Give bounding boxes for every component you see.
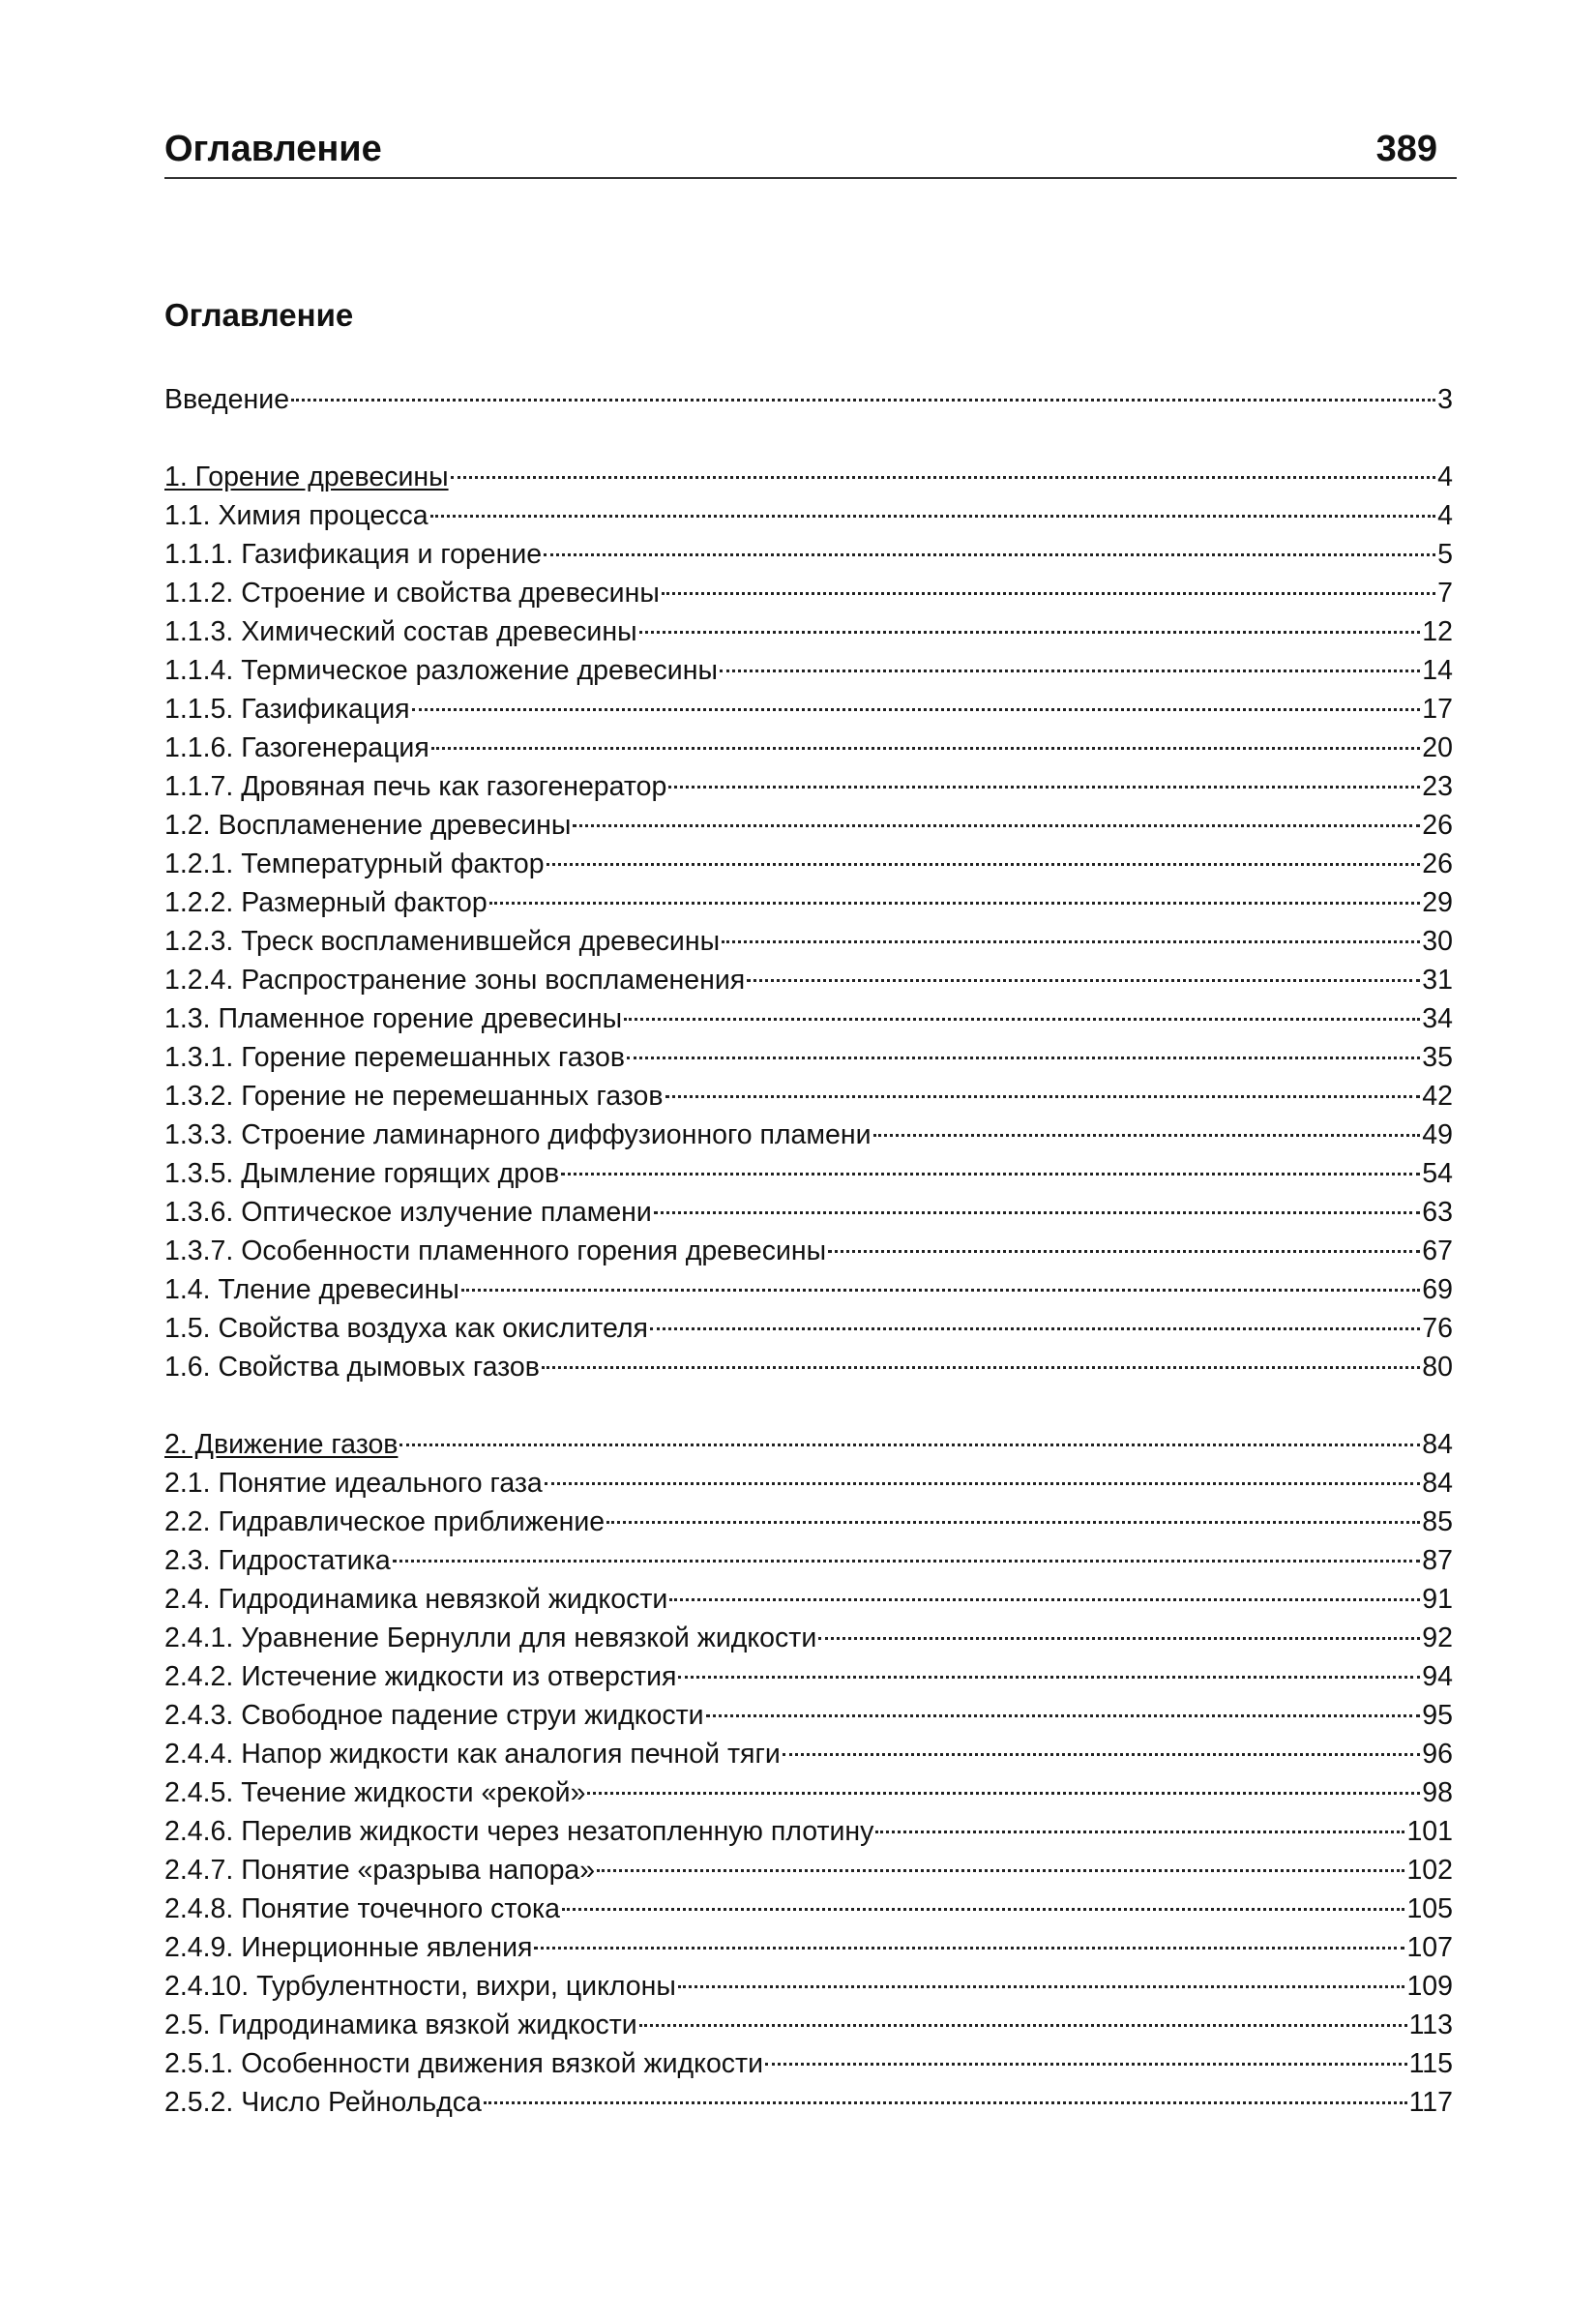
- toc-entry-title: 1.3.5. Дымление горящих дров: [164, 1158, 560, 1189]
- dot-leader: [393, 1560, 1421, 1563]
- toc-entry[interactable]: [164, 806, 1453, 845]
- toc-entry[interactable]: [164, 1735, 1453, 1773]
- toc-entry-page: 94: [1422, 1661, 1453, 1692]
- toc-entry[interactable]: [164, 1812, 1453, 1851]
- dot-leader: [606, 1521, 1420, 1524]
- toc-entry[interactable]: [164, 1851, 1453, 1890]
- toc-entry[interactable]: [164, 1154, 1453, 1193]
- dot-leader: [412, 708, 1421, 711]
- dot-leader: [783, 1753, 1421, 1756]
- toc-entry-page: 95: [1422, 1700, 1453, 1731]
- toc-entry-page: 85: [1422, 1506, 1453, 1537]
- toc-entry[interactable]: [164, 1696, 1453, 1735]
- toc-entry-page: 105: [1406, 1893, 1453, 1924]
- dot-leader: [451, 476, 1436, 479]
- dot-leader: [665, 1095, 1421, 1098]
- toc-entry[interactable]: [164, 883, 1453, 922]
- toc-entry-page: 84: [1422, 1429, 1453, 1460]
- toc-entry-page: 115: [1408, 2048, 1453, 2079]
- toc-entry-title: 1.3.1. Горение перемешанных газов: [164, 1042, 626, 1073]
- toc-entry-page: 3: [1437, 384, 1453, 415]
- toc-entry-title: 2.1. Понятие идеального газа: [164, 1468, 543, 1499]
- toc-entry-page: 31: [1422, 965, 1453, 996]
- dot-leader: [431, 747, 1421, 750]
- dot-leader: [706, 1714, 1421, 1717]
- dot-leader: [561, 1173, 1420, 1176]
- table-of-contents: [164, 380, 1453, 2122]
- toc-entry-page: 107: [1406, 1932, 1453, 1963]
- toc-entry[interactable]: [164, 2044, 1453, 2083]
- toc-entry-page: 34: [1422, 1003, 1453, 1034]
- toc-entry[interactable]: [164, 496, 1453, 535]
- toc-entry[interactable]: [164, 1232, 1453, 1270]
- toc-entry-title: 1.2.1. Температурный фактор: [164, 848, 545, 879]
- toc-entry[interactable]: [164, 1657, 1453, 1696]
- toc-entry-page: 84: [1422, 1468, 1453, 1499]
- toc-entry-page: 26: [1422, 810, 1453, 841]
- section-spacer: [164, 1386, 1453, 1425]
- toc-entry-title: 1.2.3. Треск воспламенившейся древесины: [164, 926, 721, 957]
- toc-entry[interactable]: [164, 961, 1453, 999]
- toc-entry[interactable]: [164, 1309, 1453, 1348]
- toc-entry-page: 102: [1406, 1855, 1453, 1886]
- toc-entry-title: 2.4.4. Напор жидкости как аналогия печной тяги: [164, 1739, 781, 1770]
- toc-entry-title: 1.3. Пламенное горение древесины: [164, 1003, 623, 1034]
- dot-leader: [484, 2101, 1407, 2104]
- toc-entry[interactable]: [164, 1773, 1453, 1812]
- toc-entry-page: 69: [1422, 1274, 1453, 1305]
- dot-leader: [873, 1134, 1421, 1137]
- toc-entry[interactable]: [164, 1503, 1453, 1541]
- running-header: [164, 127, 1457, 179]
- toc-entry-page: 101: [1406, 1816, 1453, 1847]
- toc-entry-page: 67: [1422, 1235, 1453, 1266]
- toc-entry[interactable]: [164, 999, 1453, 1038]
- toc-entry-title: 2.4.9. Инерционные явления: [164, 1932, 533, 1963]
- toc-entry-page: 54: [1422, 1158, 1453, 1189]
- dot-leader: [624, 1018, 1420, 1021]
- toc-entry[interactable]: [164, 1348, 1453, 1386]
- toc-entry[interactable]: [164, 1541, 1453, 1580]
- toc-entry[interactable]: [164, 1890, 1453, 1928]
- toc-heading: Оглавление: [164, 297, 354, 333]
- toc-entry-page: 29: [1422, 887, 1453, 918]
- toc-entry-page: 117: [1408, 2087, 1453, 2118]
- toc-entry[interactable]: [164, 574, 1453, 612]
- dot-leader: [430, 515, 1436, 518]
- toc-entry-title: 2.4. Гидродинамика невязкой жидкости: [164, 1584, 668, 1615]
- toc-entry-page: 42: [1422, 1081, 1453, 1112]
- toc-entry-page: 26: [1422, 848, 1453, 879]
- toc-entry-page: 109: [1406, 1971, 1453, 2002]
- toc-entry[interactable]: [164, 1619, 1453, 1657]
- toc-entry-page: 91: [1422, 1584, 1453, 1615]
- toc-entry[interactable]: [164, 2083, 1453, 2122]
- dot-leader: [669, 1598, 1420, 1601]
- toc-entry[interactable]: [164, 1270, 1453, 1309]
- dot-leader: [662, 592, 1435, 595]
- toc-entry[interactable]: [164, 922, 1453, 961]
- toc-entry-page: 4: [1437, 461, 1453, 492]
- toc-entry-title: 2.4.1. Уравнение Бернулли для невязкой жидкости: [164, 1622, 817, 1653]
- toc-entry-title: 1.1.7. Дровяная печь как газогенератор: [164, 771, 667, 802]
- dot-leader: [818, 1637, 1420, 1640]
- dot-leader: [547, 863, 1421, 866]
- toc-entry-page: 92: [1422, 1622, 1453, 1653]
- toc-entry-page: 49: [1422, 1119, 1453, 1150]
- toc-entry-title: 1.5. Свойства воздуха как окислителя: [164, 1313, 648, 1344]
- toc-entry[interactable]: [164, 1425, 1453, 1464]
- section-spacer: [164, 419, 1453, 458]
- toc-entry-title: 2.4.3. Свободное падение струи жидкости: [164, 1700, 704, 1731]
- toc-chapter-title: 2. Движение газов: [164, 1429, 399, 1460]
- toc-entry[interactable]: [164, 729, 1453, 767]
- toc-entry-page: 76: [1422, 1313, 1453, 1344]
- dot-leader: [562, 1908, 1405, 1911]
- toc-entry-title: 2.4.7. Понятие «разрыва напора»: [164, 1855, 596, 1886]
- dot-leader: [668, 786, 1420, 789]
- dot-leader: [722, 940, 1420, 943]
- toc-entry[interactable]: [164, 845, 1453, 883]
- dot-leader: [639, 2024, 1407, 2027]
- toc-entry-page: 63: [1422, 1197, 1453, 1228]
- toc-entry-title: 2.4.5. Течение жидкости «рекой»: [164, 1777, 586, 1808]
- toc-entry-page: 87: [1422, 1545, 1453, 1576]
- toc-entry-page: 30: [1422, 926, 1453, 957]
- toc-entry-title: 2.5.1. Особенности движения вязкой жидкости: [164, 2048, 764, 2079]
- toc-entry-title: 1.1.5. Газификация: [164, 694, 410, 725]
- toc-section-2: [164, 1425, 1453, 2122]
- toc-entry-page: 113: [1408, 2009, 1453, 2040]
- dot-leader: [461, 1289, 1420, 1292]
- dot-leader: [654, 1211, 1420, 1214]
- toc-entry[interactable]: [164, 1464, 1453, 1503]
- toc-entry-title: 1.3.7. Особенности пламенного горения древесины: [164, 1235, 827, 1266]
- toc-entry-title: 1.3.6. Оптическое излучение пламени: [164, 1197, 652, 1228]
- toc-entry-page: 98: [1422, 1777, 1453, 1808]
- toc-entry[interactable]: [164, 2006, 1453, 2044]
- dot-leader: [542, 1366, 1420, 1369]
- toc-entry-title: 1.2.2. Размерный фактор: [164, 887, 488, 918]
- toc-entry[interactable]: [164, 1928, 1453, 1967]
- toc-entry-title: Введение: [164, 384, 290, 415]
- toc-entry-title: 2.4.2. Истечение жидкости из отверстия: [164, 1661, 677, 1692]
- toc-entry[interactable]: [164, 612, 1453, 651]
- dot-leader: [765, 2063, 1407, 2066]
- toc-entry-title: 1.3.3. Строение ламинарного диффузионного пламени: [164, 1119, 872, 1150]
- page-number: 389: [1375, 129, 1437, 169]
- toc-entry-title: 1.4. Тление древесины: [164, 1274, 459, 1305]
- toc-chapter-title: 1. Горение древесины: [164, 461, 449, 492]
- toc-entry-title: 1.1.6. Газогенерация: [164, 732, 429, 763]
- toc-entry-page: 12: [1422, 616, 1453, 647]
- toc-entry[interactable]: [164, 690, 1453, 729]
- toc-entry[interactable]: [164, 535, 1453, 574]
- toc-entry[interactable]: [164, 1038, 1453, 1077]
- toc-entry-title: 2.4.6. Перелив жидкости через незатопленную плотину: [164, 1816, 874, 1847]
- toc-entry-title: 2.3. Гидростатика: [164, 1545, 391, 1576]
- toc-entry-page: 17: [1422, 694, 1453, 725]
- toc-section-1: [164, 458, 1453, 1386]
- dot-leader: [650, 1327, 1420, 1330]
- toc-entry-title: 2.5.2. Число Рейнольдса: [164, 2087, 482, 2118]
- toc-entry-title: 1.1. Химия процесса: [164, 500, 429, 531]
- toc-entry-page: 5: [1437, 539, 1453, 570]
- dot-leader: [678, 1676, 1420, 1679]
- toc-entry-title: 2.4.8. Понятие точечного стока: [164, 1893, 560, 1924]
- dot-leader: [534, 1947, 1404, 1950]
- toc-entry[interactable]: [164, 1193, 1453, 1232]
- dot-leader: [639, 631, 1421, 634]
- dot-leader: [291, 399, 1435, 402]
- dot-leader: [544, 553, 1435, 556]
- toc-entry[interactable]: [164, 1580, 1453, 1619]
- toc-entry-page: 96: [1422, 1739, 1453, 1770]
- toc-entry-title: 1.2. Воспламенение древесины: [164, 810, 572, 841]
- toc-entry-page: 14: [1422, 655, 1453, 686]
- toc-entry-page: 20: [1422, 732, 1453, 763]
- toc-entry-page: 80: [1422, 1352, 1453, 1383]
- dot-leader: [399, 1444, 1420, 1446]
- toc-entry-title: 2.5. Гидродинамика вязкой жидкости: [164, 2009, 637, 2040]
- toc-entry-title: 1.2.4. Распространение зоны воспламенения: [164, 965, 746, 996]
- toc-entry-title: 1.1.4. Термическое разложение древесины: [164, 655, 718, 686]
- dot-leader: [828, 1250, 1420, 1253]
- toc-entry-title: 1.3.2. Горение не перемешанных газов: [164, 1081, 664, 1112]
- toc-entry[interactable]: [164, 1116, 1453, 1154]
- toc-entry[interactable]: [164, 1967, 1453, 2006]
- dot-leader: [587, 1792, 1420, 1795]
- dot-leader: [597, 1869, 1404, 1872]
- dot-leader: [875, 1831, 1404, 1833]
- toc-entry-page: 35: [1422, 1042, 1453, 1073]
- dot-leader: [627, 1057, 1420, 1059]
- toc-entry[interactable]: [164, 1077, 1453, 1116]
- toc-entry-page: 4: [1437, 500, 1453, 531]
- toc-entry-intro[interactable]: [164, 380, 1453, 419]
- toc-entry[interactable]: [164, 458, 1453, 496]
- dot-leader: [573, 824, 1420, 827]
- dot-leader: [720, 670, 1420, 672]
- toc-entry-title: 1.1.2. Строение и свойства древесины: [164, 578, 660, 609]
- toc-entry[interactable]: [164, 651, 1453, 690]
- dot-leader: [747, 979, 1420, 982]
- toc-entry-page: 7: [1437, 578, 1453, 609]
- dot-leader: [545, 1482, 1421, 1485]
- toc-entry[interactable]: [164, 767, 1453, 806]
- running-header-title: Оглавление: [164, 129, 382, 169]
- toc-entry-page: 23: [1422, 771, 1453, 802]
- toc-entry-title: 2.4.10. Турбулентности, вихри, циклоны: [164, 1971, 676, 2002]
- toc-entry-title: 1.1.1. Газификация и горение: [164, 539, 543, 570]
- toc-entry-title: 2.2. Гидравлическое приближение: [164, 1506, 606, 1537]
- toc-entry-title: 1.1.3. Химический состав древесины: [164, 616, 637, 647]
- toc-entry-title: 1.6. Свойства дымовых газов: [164, 1352, 540, 1383]
- dot-leader: [678, 1985, 1405, 1988]
- dot-leader: [489, 902, 1421, 905]
